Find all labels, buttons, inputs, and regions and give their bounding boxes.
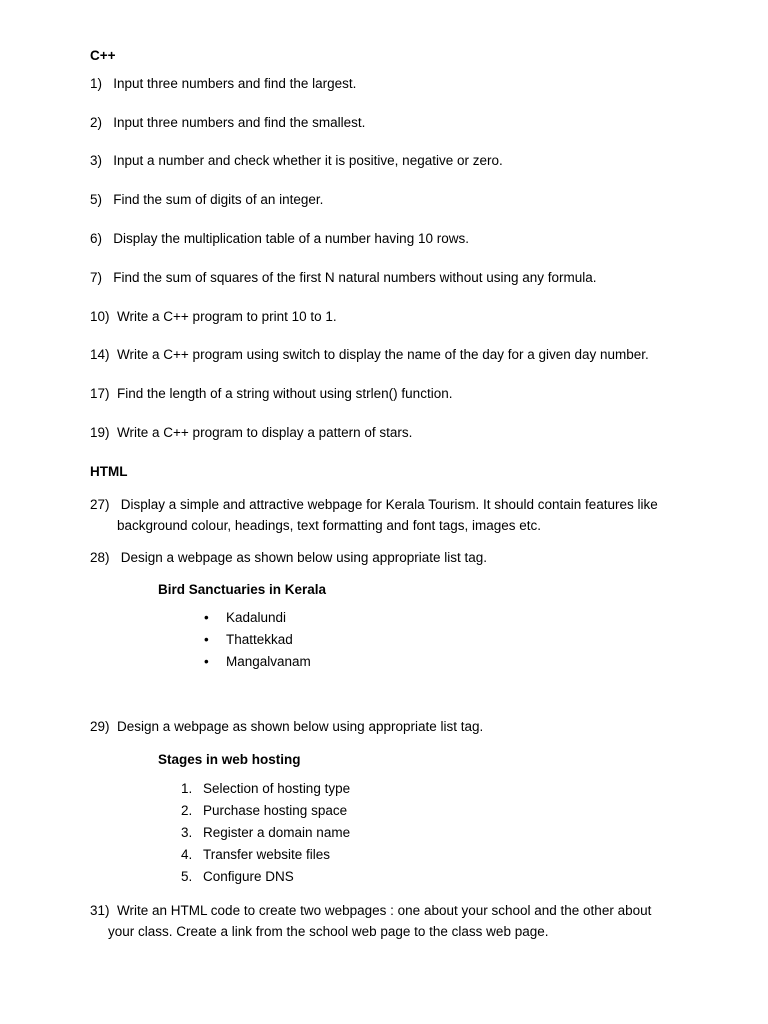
list-item-number: 2. xyxy=(181,803,193,818)
question-text: Design a webpage as shown below using appropriate list tag. xyxy=(120,550,488,565)
list-item: Kadalundi xyxy=(226,610,287,625)
list-item-number: 3. xyxy=(181,825,193,840)
cpp-question-3 xyxy=(90,152,503,170)
list-item: Transfer website files xyxy=(203,847,331,862)
list-item: Selection of hosting type xyxy=(203,781,351,796)
question-number: 7) xyxy=(90,270,103,285)
bullet-marker: • xyxy=(204,654,209,669)
question-number: 29) xyxy=(90,719,110,734)
question-text: Display the multiplication table of a number having 10 rows. xyxy=(113,231,469,246)
cpp-question-2 xyxy=(90,114,365,132)
question-number: 3) xyxy=(90,153,103,168)
question-number: 1) xyxy=(90,76,103,91)
question-number: 19) xyxy=(90,425,110,440)
question-text: Find the sum of squares of the first N natural numbers without using any formula. xyxy=(113,270,597,285)
question-text-line-1: Write an HTML code to create two webpages : one about your school and the other about xyxy=(117,903,652,918)
bullet-marker: • xyxy=(204,632,209,647)
cpp-question-7 xyxy=(90,269,597,287)
question-number: 27) xyxy=(90,497,110,512)
bird-sanctuaries-title: Bird Sanctuaries in Kerala xyxy=(158,582,327,597)
cpp-question-1 xyxy=(90,75,356,93)
question-text: Input a number and check whether it is positive, negative or zero. xyxy=(113,153,503,168)
list-item: Purchase hosting space xyxy=(203,803,348,818)
bullet-marker: • xyxy=(204,610,209,625)
question-text: Input three numbers and find the largest. xyxy=(113,76,357,91)
html-question-29 xyxy=(90,718,483,736)
list-item: Register a domain name xyxy=(203,825,351,840)
html-question-28 xyxy=(90,549,487,567)
question-number: 2) xyxy=(90,115,103,130)
html-question-27 xyxy=(90,494,690,536)
list-item-number: 4. xyxy=(181,847,193,862)
cpp-question-17 xyxy=(90,385,452,403)
cpp-question-19 xyxy=(90,424,412,442)
question-text: Write a C++ program to display a pattern of stars. xyxy=(117,425,413,440)
question-number: 17) xyxy=(90,386,110,401)
question-text: Write a C++ program using switch to display the name of the day for a given day number. xyxy=(117,347,649,362)
question-number: 6) xyxy=(90,231,103,246)
question-text-line-2: your class. Create a link from the school web page to the class web page. xyxy=(108,924,549,939)
list-item: Configure DNS xyxy=(203,869,294,884)
question-number: 14) xyxy=(90,347,110,362)
question-number: 31) xyxy=(90,903,110,918)
question-text-line-1: Display a simple and attractive webpage for Kerala Tourism. It should contain features like xyxy=(120,497,658,512)
question-text: Find the length of a string without using strlen() function. xyxy=(117,386,453,401)
question-text: Input three numbers and find the smallest. xyxy=(113,115,366,130)
question-text: Write a C++ program to print 10 to 1. xyxy=(117,309,337,324)
cpp-question-5 xyxy=(90,191,323,209)
cpp-section-heading: C++ xyxy=(90,48,116,63)
list-item-number: 1. xyxy=(181,781,193,796)
html-section-heading: HTML xyxy=(90,464,128,479)
question-text: Find the sum of digits of an integer. xyxy=(113,192,324,207)
cpp-question-10 xyxy=(90,308,337,326)
list-item-number: 5. xyxy=(181,869,193,884)
html-question-31 xyxy=(90,900,690,942)
question-number: 28) xyxy=(90,550,110,565)
question-number: 10) xyxy=(90,309,110,324)
cpp-question-6 xyxy=(90,230,469,248)
question-text: Design a webpage as shown below using appropriate list tag. xyxy=(117,719,484,734)
question-number: 5) xyxy=(90,192,103,207)
list-item: Mangalvanam xyxy=(226,654,311,669)
list-item: Thattekkad xyxy=(226,632,293,647)
web-hosting-stages-title: Stages in web hosting xyxy=(158,752,301,767)
cpp-question-14 xyxy=(90,346,649,364)
question-text-line-2: background colour, headings, text formatting and font tags, images etc. xyxy=(117,518,542,533)
